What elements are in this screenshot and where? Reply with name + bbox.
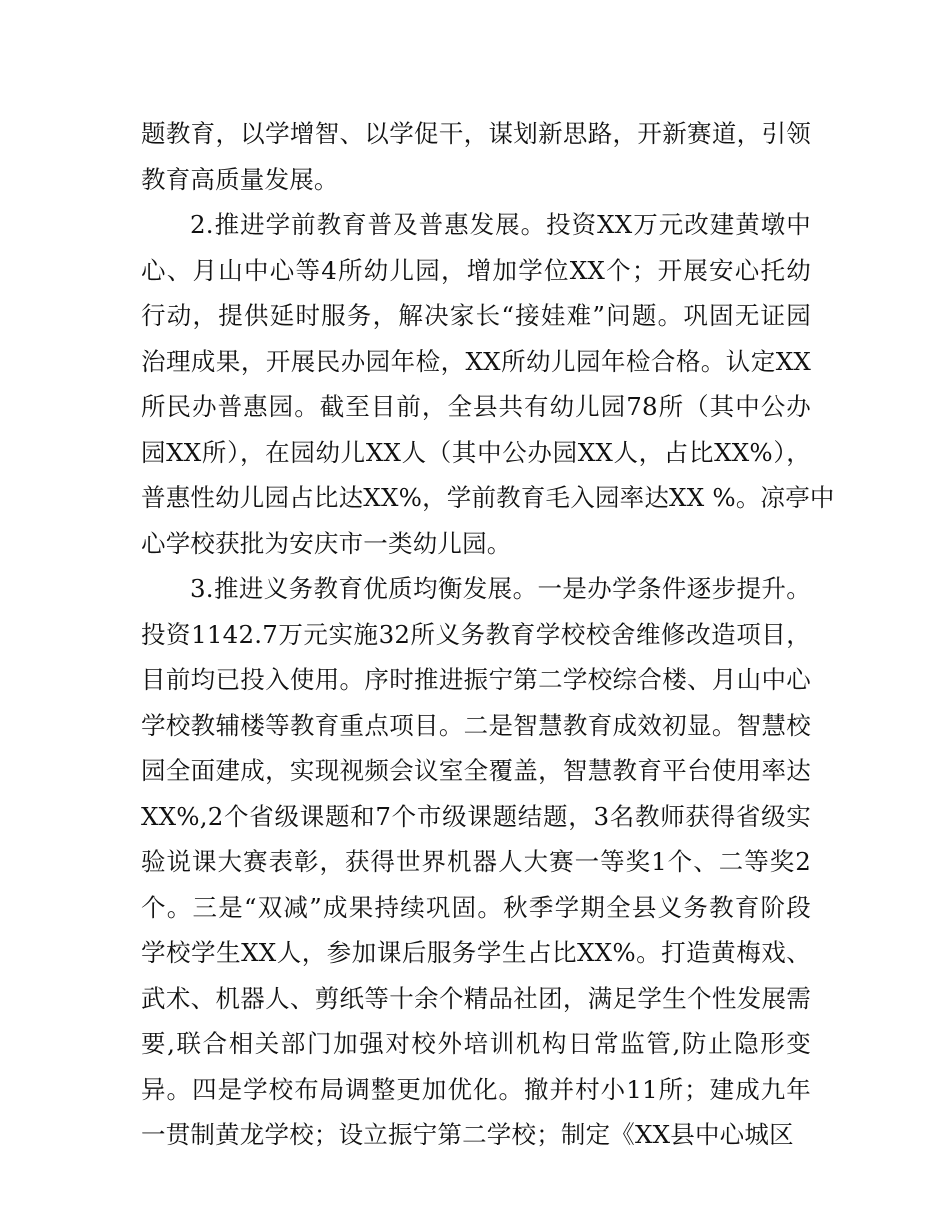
text-line: 学校教辅楼等教育重点项目。二是智慧教育成效初显。智慧校 — [141, 710, 811, 740]
document-body — [141, 111, 835, 1158]
text-line: 3.推进义务教育优质均衡发展。一是办学条件逐步提升。 — [190, 574, 811, 603]
text-line: 园全面建成，实现视频会议室全覆盖，智慧教育平台使用率达 — [141, 756, 811, 785]
text-line: 教育高质量发展。 — [141, 164, 339, 194]
paragraph-1 — [141, 111, 811, 202]
text-line: 心、月山中心等4所幼儿园，增加学位XX个；开展安心托幼 — [141, 255, 811, 285]
text-line: XX%,2个省级课题和7个市级课题结题，3名教师获得省级实 — [141, 801, 811, 831]
paragraph-3 — [141, 566, 811, 1158]
text-line: 心学校获批为安庆市一类幼儿园。 — [141, 528, 512, 558]
text-line: 要,联合相关部门加强对校外培训机构日常监管,防止隐形变 — [141, 1029, 811, 1058]
text-line: 园XX所），在园幼儿XX人（其中公办园XX人，占比XX%）， — [141, 437, 811, 467]
text-line: 目前均已投入使用。序时推进振宁第二学校综合楼、月山中心 — [141, 665, 811, 694]
text-line: 治理成果，开展民办园年检，XX所幼儿园年检合格。认定XX — [141, 346, 811, 376]
text-line: 验说课大赛表彰，获得世界机器人大赛一等奖1个、二等奖2 — [141, 847, 811, 876]
text-line: 行动，提供延时服务，解决家长“接娃难”问题。巩固无证园 — [141, 301, 811, 330]
text-line: 普惠性幼儿园占比达XX%，学前教育毛入园率达XX %。凉亭中 — [141, 483, 835, 512]
text-line: 投资1142.7万元实施32所义务教育学校校舍维修改造项目， — [141, 619, 811, 649]
paragraph-2 — [141, 202, 835, 566]
text-line: 2.推进学前教育普及普惠发展。投资XX万元改建黄墩中 — [190, 210, 811, 239]
text-line: 武术、机器人、剪纸等十余个精品社团，满足学生个性发展需 — [141, 983, 811, 1013]
text-line: 所民办普惠园。截至目前，全县共有幼儿园78所（其中公办 — [141, 392, 811, 421]
text-line: 题教育，以学增智、以学促干，谋划新思路，开新赛道，引领 — [141, 119, 811, 148]
text-line: 个。三是“双减”成果持续巩固。秋季学期全县义务教育阶段 — [141, 892, 811, 922]
text-line: 学校学生XX人，参加课后服务学生占比XX%。打造黄梅戏、 — [141, 938, 811, 967]
text-line: 异。四是学校布局调整更加优化。撤并村小11所；建成九年 — [141, 1074, 811, 1104]
text-line: 一贯制黄龙学校；设立振宁第二学校；制定《XX县中心城区 — [141, 1120, 794, 1149]
